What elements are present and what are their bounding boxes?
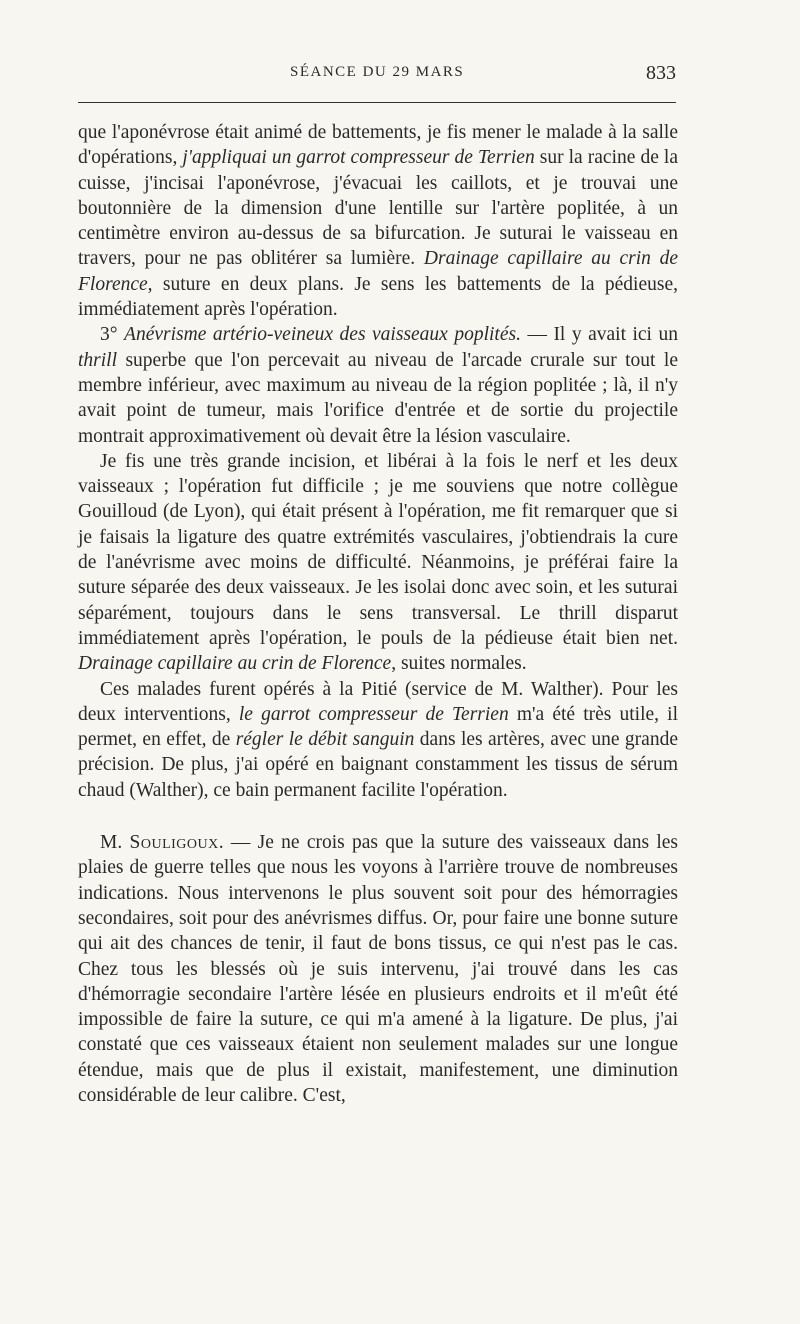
p3-text-1: Je fis une très grande incision, et libérai à la fois le nerf et les deux vaisseaux ; l'opération fut difficile ; je me souviens que notre collègue Gouilloud (de Lyon), qui était présent à l'opération, me fit remarquer que si je faisais la ligature des quatre extrémités vasculaires, j'obtiendrais la cure de l'anévrisme avec moins de difficulté. Néanmoins, je préférai faire la suture séparée des deux vaisseaux. Je les isolai donc avec soin, et les suturai séparément, toujours dans le sens transversal. Le thrill disparut immédiatement après l'opération, le pouls de la pédieuse était bien net. bbox=[78, 450, 678, 649]
p4-italic-1: le garrot compresseur de Terrien bbox=[238, 703, 509, 725]
p1-text-1: que l'aponévrose était animé de battements, je fis mener le malade à la salle d'opérations, bbox=[78, 122, 678, 169]
p1-text-2: sur la racine de la cuisse, j'incisai l'aponévrose, j'évacuai les caillots, et je trouvai une boutonnière de la dimension d'une lentille sur l'artère poplitée, à un centimètre environ au-dessus de sa bifurcation. Je suturai le vaisseau en travers, pour ne pas oblitérer sa lumière. bbox=[78, 147, 678, 270]
paragraph-4 bbox=[78, 677, 678, 803]
page-body bbox=[78, 120, 678, 1108]
page-number: 833 bbox=[646, 62, 676, 84]
p4-italic-2: régler le débit sanguin bbox=[235, 729, 415, 751]
p5-text-1: . — Je ne crois pas que la suture des vaisseaux dans les plaies de guerre telles que nous les voyons à l'arrière trouve de nombreuses indications. Nous intervenons le plus souvent soit pour des hémorragies secondaires, soit pour des anévrismes diffus. Or, pour faire une bonne suture qui ait des chances de tenir, il faut de bons tissus, ce qui n'est pas le cas. Chez tous les blessés où je suis intervenu, j'ai trouvé dans les cas d'hémorragie secondaire l'artère lésée en plusieurs endroits et il m'eût été impossible de faire la suture, ce qui m'a amené à la ligature. De plus, j'ai constaté que ces vaisseaux étaient non seulement malades sur une longue étendue, mais que de plus il existait, manifestement, une diminution considérable de leur calibre. C'est, bbox=[78, 832, 679, 1106]
p2-italic-thrill: thrill bbox=[78, 349, 118, 371]
p2-number: 3° bbox=[100, 324, 125, 346]
header-rule bbox=[78, 102, 676, 103]
p2-heading: Anévrisme artério-veineux des vaisseaux poplités. bbox=[124, 324, 521, 346]
running-title: SÉANCE DU 29 MARS bbox=[290, 64, 465, 80]
speaker-name: Souligoux bbox=[129, 832, 219, 854]
paragraph-1 bbox=[78, 120, 678, 322]
p3-italic-1: Drainage capillaire au crin de Florence bbox=[78, 653, 392, 675]
speaker-prefix: M. bbox=[100, 832, 130, 854]
page-header bbox=[78, 62, 676, 92]
p4-text-1: Ces malades furent opérés à la Pitié (service de M. Walther). Pour les deux interventions, bbox=[78, 678, 678, 725]
p1-italic-2: Drainage capillaire au crin de Florence bbox=[78, 248, 678, 295]
paragraph-3 bbox=[78, 449, 678, 677]
p2-text-1: — Il y avait ici un bbox=[520, 324, 678, 346]
p2-text-2: superbe que l'on percevait au niveau de l'arcade crurale sur tout le membre inférieur, avec maximum au niveau de la région poplitée ; là, il n'y avait point de tumeur, mais l'orifice d'entrée et de sortie du projectile montrait approximativement où devait être la lésion vasculaire. bbox=[78, 349, 678, 447]
p4-text-2: m'a été très utile, il permet, en effet, de bbox=[78, 703, 679, 751]
p3-text-2: , suites normales. bbox=[391, 653, 527, 675]
p4-text-3: dans les artères, avec une grande précision. De plus, j'ai opéré en baignant constamment les tissus de sérum chaud (Walther), ce bain permanent facilite l'opération. bbox=[78, 729, 678, 801]
paragraph-5 bbox=[78, 830, 678, 1108]
paragraph-2 bbox=[78, 322, 678, 448]
p1-text-3: , suture en deux plans. Je sens les battements de la pédieuse, immédiatement après l'opération. bbox=[78, 273, 678, 321]
p1-italic-1: j'appliquai un garrot compresseur de Terrien bbox=[182, 147, 535, 169]
